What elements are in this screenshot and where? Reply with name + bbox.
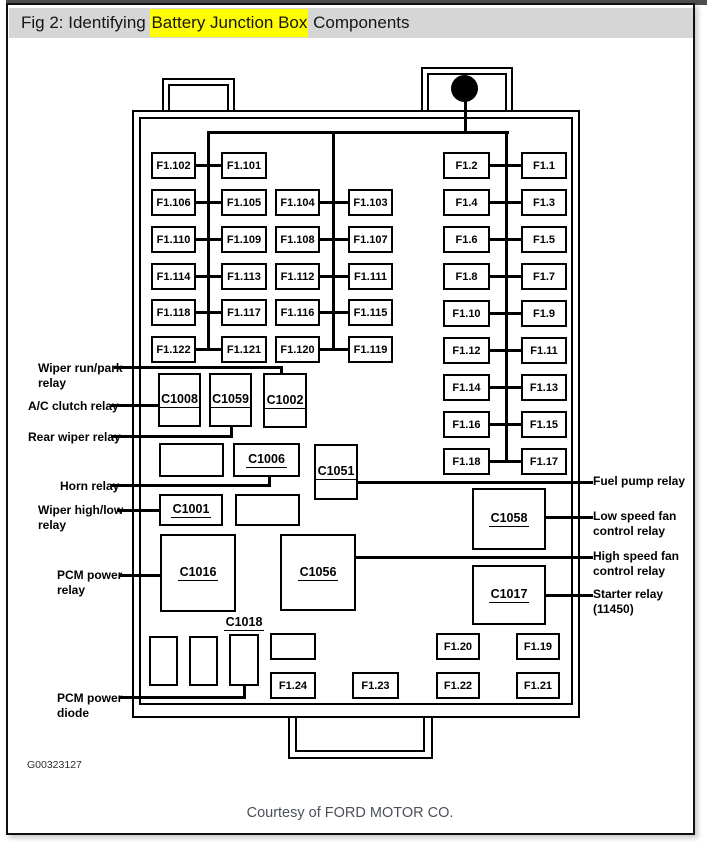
component-box-blank [235,494,300,526]
fuse-connector-line [488,201,523,204]
fuse-box: F1.107 [348,226,393,253]
fuse-connector-line [488,423,523,426]
connector-label: C1018 [225,615,263,629]
fuse-box: F1.116 [275,299,320,326]
callout-pointer-line [354,556,593,559]
bus-line [332,131,335,351]
callout-pointer-line [120,696,246,699]
fuse-connector-line [194,164,223,167]
fuse-connector-line [318,238,350,241]
fuse-box: F1.111 [348,263,393,290]
connector-box: C1001 [159,494,223,526]
callout-label-left: A/C clutch relay [28,399,119,413]
fuse-connector-line [318,348,350,351]
fuse-connector-line [318,201,350,204]
fuse-box: F1.18 [443,448,490,475]
fuse-box: F1.8 [443,263,490,290]
fuse-box: F1.19 [516,633,560,660]
fuse-box: F1.13 [521,374,567,401]
bus-line [505,131,508,463]
callout-pointer-line [544,594,593,597]
highlighted-search-term: Battery Junction Box [150,9,308,37]
fuse-box: F1.6 [443,226,490,253]
bottom-mounting-tab-inner [295,716,425,752]
fuse-connector-line [194,311,223,314]
component-box-blank [270,633,316,660]
connector-box: C1002 [263,373,307,428]
fuse-box: F1.1 [521,152,567,179]
callout-label-right: High speed fan control relay [593,549,680,578]
fuse-connector-line [318,311,350,314]
fuse-box: F1.15 [521,411,567,438]
fuse-connector-line [194,348,223,351]
fuse-box: F1.11 [521,337,567,364]
fuse-box: F1.23 [352,672,399,699]
connector-box: C1056 [280,534,356,611]
courtesy-line: Courtesy of FORD MOTOR CO. [246,805,454,821]
fuse-connector-line [488,349,523,352]
connector-box: C1051 [314,444,358,500]
top-left-mounting-tab-inner [168,84,229,112]
callout-label-left: Wiper run/park relay [38,361,123,390]
fuse-connector-line [488,275,523,278]
fuse-box: F1.105 [221,189,267,216]
callout-label-left: PCM power diode [57,691,123,720]
fuse-connector-line [488,238,523,241]
fuse-box: F1.4 [443,189,490,216]
fuse-box: F1.5 [521,226,567,253]
fuse-box: F1.117 [221,299,267,326]
fuse-box: F1.113 [221,263,267,290]
fuse-box: F1.115 [348,299,393,326]
fuse-box: F1.118 [151,299,196,326]
fuse-box: F1.102 [151,152,196,179]
fuse-connector-line [488,312,523,315]
fuse-box: F1.24 [270,672,316,699]
callout-pointer-line [114,366,283,369]
fuse-box: F1.17 [521,448,567,475]
connector-box: C1017 [472,565,546,625]
fuse-box: F1.3 [521,189,567,216]
fuse-box: F1.10 [443,300,490,327]
callout-pointer-line [243,684,246,699]
fuse-box: F1.114 [151,263,196,290]
connector-box: C1058 [472,488,546,550]
fuse-box: F1.101 [221,152,267,179]
callout-pointer-line [356,481,593,484]
fuse-box: F1.20 [436,633,480,660]
fuse-box: F1.109 [221,226,267,253]
figure-title-bar [9,8,693,38]
callout-label-left: Wiper high/low relay [38,503,124,532]
fuse-box: F1.110 [151,226,196,253]
connector-box: C1059 [209,373,252,427]
callout-label-left: Rear wiper relay [28,430,121,444]
fuse-connector-line [488,460,523,463]
callout-label-right: Starter relay (11450) [593,587,664,616]
bus-line [464,98,467,134]
callout-label-right: Low speed fan control relay [593,509,677,538]
component-box-blank [189,636,218,686]
fuse-connector-line [194,201,223,204]
fuse-box: F1.22 [436,672,480,699]
fuse-connector-line [488,386,523,389]
figure-title-suffix: Components [308,13,410,32]
callout-label-right: Fuel pump relay [593,474,686,488]
callout-label-left: Horn relay [60,479,120,493]
fuse-box: F1.106 [151,189,196,216]
connector-box: C1016 [160,534,236,612]
fuse-box: F1.21 [516,672,560,699]
callout-pointer-line [544,516,593,519]
figure-title-prefix: Fig 2: Identifying [21,13,151,32]
fuse-box: F1.12 [443,337,490,364]
fuse-box: F1.122 [151,336,196,363]
figure-code: G00323127 [27,759,82,771]
connector-box [229,634,259,686]
fuse-box: F1.16 [443,411,490,438]
fuse-connector-line [318,275,350,278]
fuse-box: F1.104 [275,189,320,216]
callout-label-left: PCM power relay [57,568,123,597]
fuse-box: F1.9 [521,300,567,327]
fuse-box: F1.112 [275,263,320,290]
fuse-connector-line [488,164,523,167]
fuse-box: F1.119 [348,336,393,363]
fuse-box: F1.14 [443,374,490,401]
fuse-box: F1.108 [275,226,320,253]
fuse-connector-line [194,275,223,278]
connector-box: C1006 [233,443,300,477]
fuse-box: F1.103 [348,189,393,216]
component-box-blank [159,443,224,477]
fuse-connector-line [194,238,223,241]
connector-box: C1008 [158,373,201,427]
fuse-box: F1.7 [521,263,567,290]
fuse-box: F1.120 [275,336,320,363]
component-box-blank [149,636,178,686]
fuse-box: F1.2 [443,152,490,179]
fuse-box: F1.121 [221,336,267,363]
